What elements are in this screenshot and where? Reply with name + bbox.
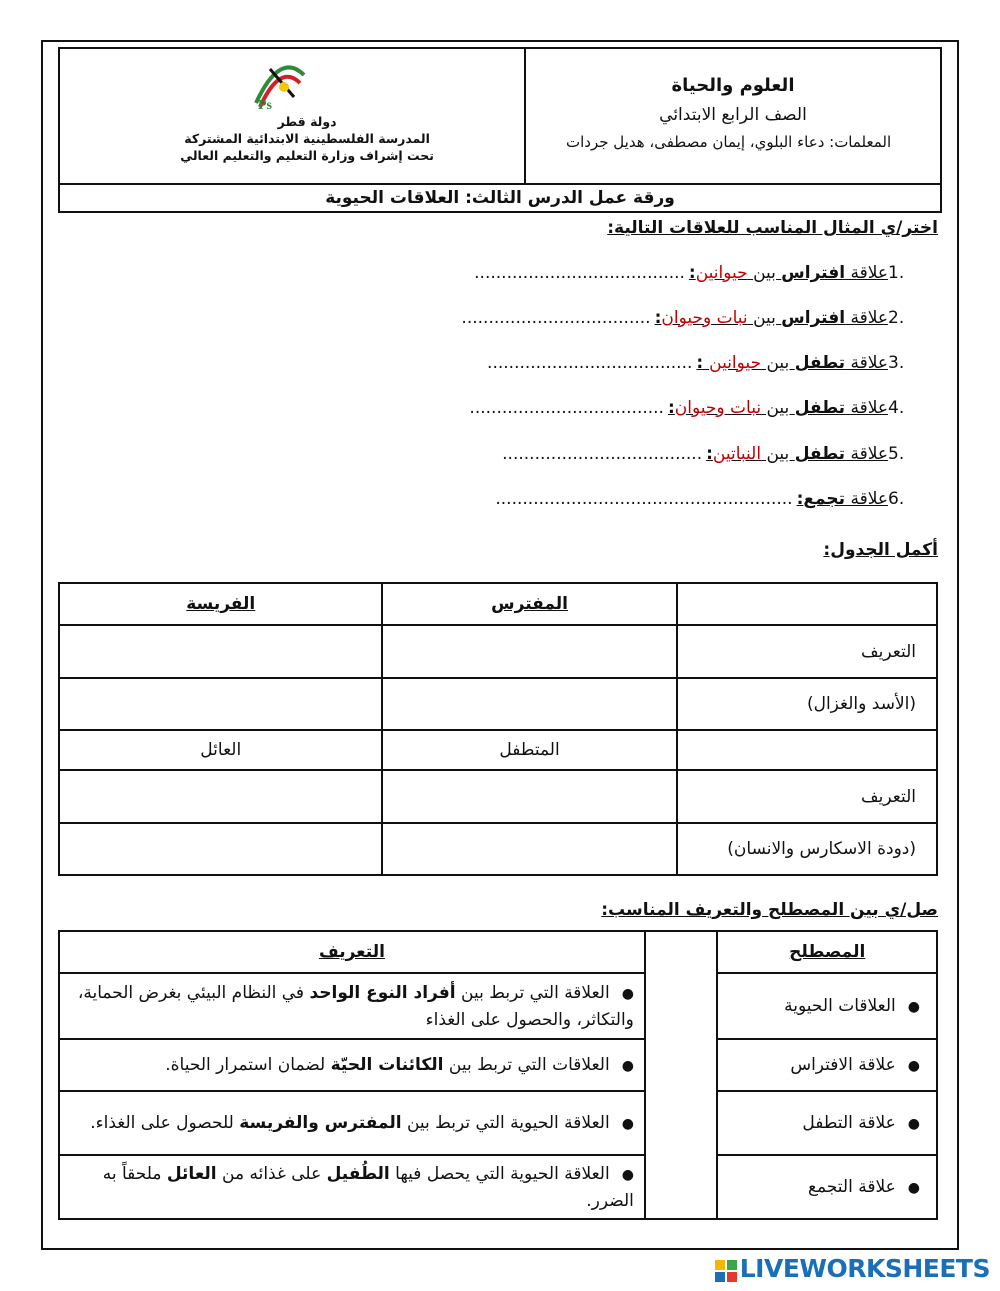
table-row [59, 973, 937, 1039]
table-row [59, 1039, 937, 1091]
row-label: التعريف [677, 625, 937, 678]
term-cell[interactable]: ●علاقة الافتراس [717, 1039, 937, 1091]
answer-cell[interactable] [59, 678, 382, 730]
school-name-block [180, 113, 434, 164]
subject-info [526, 49, 940, 183]
question-number: .5 [888, 444, 905, 464]
liveworksheets-watermark: LIVEWORKSHEETS [715, 1254, 990, 1283]
answer-cell[interactable] [59, 823, 382, 875]
answer-cell[interactable] [59, 770, 382, 823]
answer-cell[interactable] [382, 625, 676, 678]
table-header-empty [677, 583, 937, 625]
school-name: المدرسة الفلسطينية الابتدائية المشتركة [184, 131, 430, 146]
supervision: تحت إشراف وزارة التعليم والتعليم العالي [180, 148, 434, 163]
liveworksheets-logo-icon [715, 1259, 737, 1281]
question-label: علاقة افتراس بين حيوانين: [688, 263, 888, 283]
table-row [59, 770, 937, 823]
question-label: علاقة تطفل بين النباتين: [706, 444, 888, 464]
question-item [474, 263, 914, 283]
def-cell[interactable]: ●العلاقة التي تربط بين أفراد النوع الواحد في النظام البيئي بغرض الحماية، والتكاثر، والحصول على الغذاء [59, 973, 645, 1039]
predator-table [58, 582, 938, 876]
table-row [59, 1155, 937, 1219]
question-item [461, 308, 914, 328]
question-number: .4 [888, 398, 905, 418]
row-label: (الأسد والغزال) [677, 678, 937, 730]
question-item [502, 444, 914, 464]
question-number: .6 [888, 489, 905, 509]
question-label: علاقة تجمع: [796, 489, 888, 509]
section3-title: صل/ي بين المصطلح والتعريف المناسب: [601, 900, 938, 920]
svg-text:Ps: Ps [258, 98, 272, 113]
header-box [58, 47, 942, 213]
question-label: علاقة تطفل بين حيوانين : [696, 353, 888, 373]
table-header-prey: الفريسة [59, 583, 382, 625]
table-row [59, 823, 937, 875]
def-cell[interactable]: ●العلاقة الحيوية التي يحصل فيها الطُفيل على غذائه من العائل ملحقاً به الضرر. [59, 1155, 645, 1219]
section2-title: أكمل الجدول: [823, 540, 938, 560]
matching-table [58, 930, 938, 1220]
country: دولة قطر [277, 114, 337, 129]
term-cell[interactable]: ●علاقة التطفل [717, 1091, 937, 1155]
question-item [487, 353, 914, 373]
question-label: علاقة تطفل بين نبات وحيوان: [667, 398, 888, 418]
table-row [59, 730, 937, 770]
question-number: .2 [888, 308, 905, 328]
term-cell[interactable]: ●العلاقات الحيوية [717, 973, 937, 1039]
table-header-predator: المفترس [382, 583, 676, 625]
answer-blank[interactable]: ....................................................... [495, 489, 793, 509]
term-cell[interactable]: ●علاقة التجمع [717, 1155, 937, 1219]
row-label: التعريف [677, 770, 937, 823]
answer-cell[interactable] [382, 823, 676, 875]
section1-title: اختر/ي المثال المناسب للعلاقات التالية: [607, 218, 938, 238]
answer-cell[interactable] [59, 625, 382, 678]
def-cell[interactable]: ●العلاقات التي تربط بين الكائنات الحيّة لضمان استمرار الحياة. [59, 1039, 645, 1091]
match-gap-header [645, 931, 718, 973]
question-item [495, 489, 914, 509]
table-row [59, 625, 937, 678]
term-header: المصطلح [717, 931, 937, 973]
row-label: (دودة الاسكارس والانسان) [677, 823, 937, 875]
answer-blank[interactable]: ....................................... [474, 263, 685, 283]
question-number: .3 [888, 353, 905, 373]
def-cell[interactable]: ●العلاقة الحيوية التي تربط بين المفترس والفريسة للحصول على الغذاء. [59, 1091, 645, 1155]
table-header-host: العائل [59, 730, 382, 770]
answer-cell[interactable] [382, 770, 676, 823]
answer-blank[interactable]: ..................................... [502, 444, 703, 464]
question-number: .1 [888, 263, 905, 283]
answer-blank[interactable]: ...................................... [487, 353, 693, 373]
question-item [469, 398, 914, 418]
worksheet-title: ورقة عمل الدرس الثالث: العلاقات الحيوية [60, 183, 940, 211]
teachers-label: المعلمات: دعاء البلوي، إيمان مصطفى، هديل جردات [566, 133, 892, 151]
match-gap[interactable] [645, 973, 718, 1219]
table-row [59, 678, 937, 730]
grade-label: الصف الرابع الابتدائي [659, 105, 807, 125]
answer-blank[interactable]: ................................... [461, 308, 651, 328]
row-label [677, 730, 937, 770]
answer-cell[interactable] [382, 678, 676, 730]
table-header-parasite: المتطفل [382, 730, 676, 770]
school-logo [250, 57, 310, 113]
table-row [59, 1091, 937, 1155]
school-info [60, 49, 526, 183]
answer-blank[interactable]: .................................... [469, 398, 664, 418]
def-header: التعريف [59, 931, 645, 973]
question-label: علاقة افتراس بين نبات وحيوان: [654, 308, 888, 328]
subject-title: العلوم والحياة [671, 75, 795, 96]
